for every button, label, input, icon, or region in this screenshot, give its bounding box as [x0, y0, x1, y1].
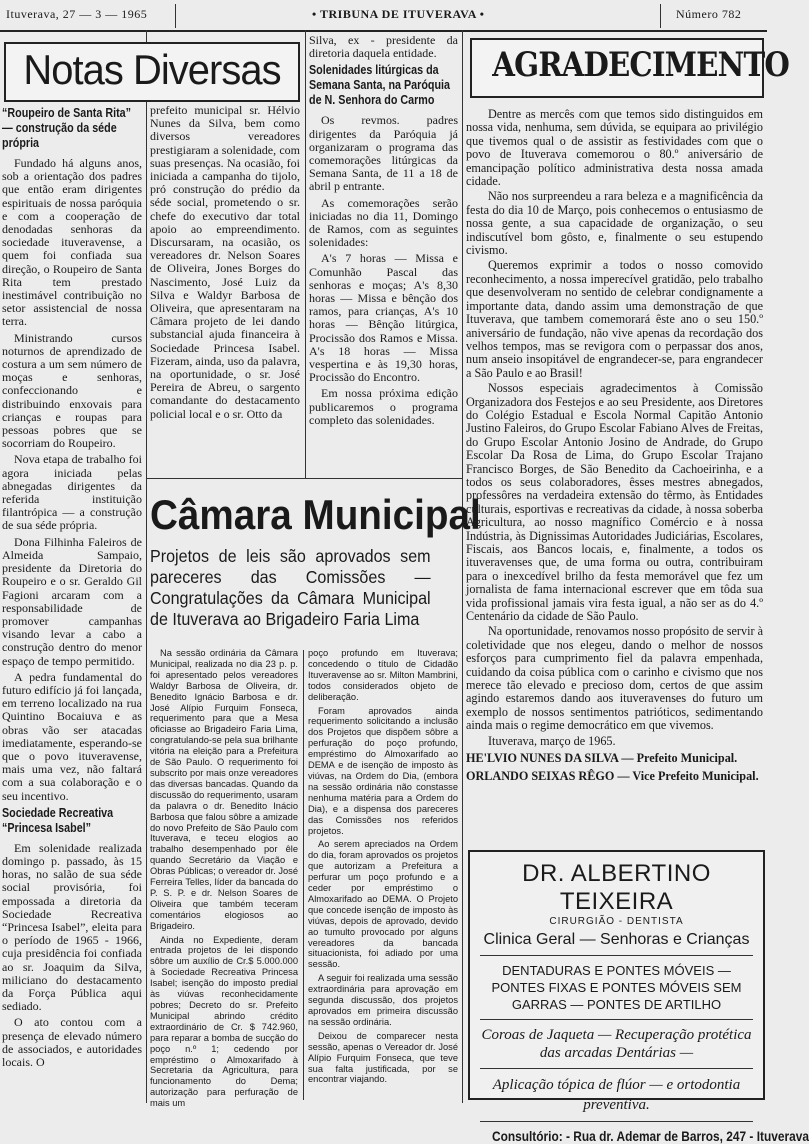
paragraph: Dona Filhinha Faleiros de Almeida Sampaio, presidente da Diretoria do Roupeiro e o sr. Geraldo Gil Fagioni arcaram com a responsabilidade de promover campanhas visando levar a cabo a construção dentro do menor espaço de tempo permitido. [2, 534, 142, 668]
signature-vice-mayor: ORLANDO SEIXAS RÊGO — Vice Prefeito Municipal. [466, 768, 759, 783]
masthead-paper-name: • TRIBUNA DE ITUVERAVA • [312, 7, 485, 21]
paragraph: Os revmos. padres dirigentes da Paróquia já organizaram o programa das comemorações litúrgicas da Semana Santa, de 11 a 18 de abril p entrante. [309, 113, 458, 194]
sociedade-heading: Sociedade Recreativa “Princesa Isabel” [2, 805, 114, 835]
masthead-date: Ituverava, 27 — 3 — 1965 [6, 7, 148, 21]
ad-divider [480, 955, 753, 956]
semana-santa-heading: Solenidades litúrgicas da Semana Santa, na Paróquia de N. Senhora do Carmo [309, 63, 450, 108]
signature-mayor: HE'LVIO NUNES DA SILVA — Prefeito Municipal. [466, 751, 738, 766]
camara-column-b [308, 648, 458, 1100]
dentist-advertisement [468, 850, 809, 1144]
paragraph: As comemorações serão iniciadas no dia 11, Domingo de Ramos, com as seguintes solenidades: [309, 195, 458, 250]
place-date: Ituverava, março de 1965. [488, 733, 616, 748]
ad-divider [480, 1068, 753, 1069]
paragraph: O ato contou com a presença de elevado número de associados, e autoridades locais. O [2, 1015, 142, 1069]
notas-column-2 [150, 104, 300, 474]
notas-column-3 [309, 34, 458, 474]
masthead-issue-number: Número 782 [676, 7, 742, 21]
paragraph: Ao serem apreciados na Ordem do dia, foram aprovados os projetos que autorizam a Prefeitura a perfurar um poço profundo e a ceder por empréstimo o Almoxarifado ao DEMA. O Projeto que concede isenção de imposto às viúvas, depois de aprovado, devido ao tumulto provocado por alguns vereadores da bancada situacionista, foi adiado por uma sessão. [308, 839, 458, 970]
paragraph: Ainda no Expediente, deram entrada projetos de lei dispondo sôbre um auxílio de Cr.$ 5.000.000 à Sociedade Recreativa Princesa Isabel; isenção do imposto predial às viúvas reconhecidamente pobres; Decreto do sr. Prefeito Municipal abrindo crédito extraordinário de Cr. $ 742.960, para reparar a bomba de sucção do poço n.º 1; cedendo por empréstimo o Almoxarifado à Secretaria da Agricultura, para funcionamento do Dema; autorização para perfuração de mais um [150, 934, 298, 1109]
paragraph: Silva, ex - presidente da diretoria daquela entidade. [309, 33, 458, 61]
ad-specialty: CIRURGIÃO - DENTISTA [549, 916, 684, 927]
ad-dentures: DENTADURAS E PONTES MÓVEIS — PONTES FIXAS E PONTES MÓVEIS SEM GARRAS — PONTES DE ARTILHO [491, 963, 742, 1012]
notas-title: Notas Diversas [23, 46, 281, 93]
camara-title: Câmara Municipal [150, 491, 481, 538]
masthead [0, 0, 767, 32]
paragraph: Na sessão ordinária da Câmara Municipal, realizada no dia 23 p. p. foi apresentado pelos vereadores Waldyr Barbosa de Oliveira, dr. Benedito Ignácio Barbosa e dr. José Alípio Furquim Fonseca, requerimento para que a Mesa oficiasse ao Brigadeiro Faria Lima, congratulando-se pela sua brilhante vitória na eleição para a Prefeitura de São Paulo. O requerimento foi subscrito por mais onze vereadores das diversas bancadas. Quando da discussão do requerimento, usaram da palavra o dr. Benedito Inácio Barbosa que falou sôbre a amizade do novo Prefeito de São Paulo com Ituverava, e teceu elogios ao trabalho desempenhado por êle quando Secretário da Viação e Obras Públicas; o vereador dr. José Ferreira Telles, líder da bancada do P. S. P. e dr. Nelson Soares de Oliveira que também teceram comentários elogiosos ao Brigadeiro. [150, 648, 298, 931]
masthead-divider [660, 4, 661, 28]
ad-divider [480, 1121, 753, 1122]
paragraph: A pedra fundamental do futuro edifício já foi lançada, em terreno localizado na rua Quintino Bocaiuva e as obras vão ser atacadas imediatamente, esperando-se que o povo ituveravense, mais uma vez, não faltará com a sua colaboração e o seu incentivo. [2, 669, 142, 803]
notas-column-1 [2, 104, 142, 1099]
agradecimento-title: AGRADECIMENTO [492, 45, 789, 85]
ad-divider [480, 1019, 753, 1020]
paragraph: Em solenidade realizada domingo p. passado, às 15 horas, no salão de sua séde social provisória, foi empossada a diretoria da Sociedade Recreativa “Princesa Isabel”, eleita para o período de 1965 - 1966, cuja presidência foi confiada ao sr. Joaquim da Silva, miliciano do destacamento da Força Pública aqui sediado. [2, 840, 142, 1014]
masthead-divider [175, 4, 176, 28]
paragraph: Nossos especiais agradecimentos à Comissão Organizadora dos Festejos e ao seu Presidente, aos Diretores do Colégio Estadual e Escola Normal Capitão Antonio Justino Faleiros, do Grupo Escolar Fabiano Alves de Freitas, do Grupo Escolar Antonio Josino de Andrade, do Grupo Escolar Da Rosa de Lima, do Grupo Escolar Trajano Francisco Borges, de São Benedito da Cachoeirinha, e a todos os seus colaboradores, êsses mestres abnegados, professôres na verdadeira extensão do têrmo, às Entidades culturais, esportivas e recreativas da cidade, à nossa soberba Agricultura, ao nosso magnífico Comércio e à nossa Indústria, às Dignissimas Autoridades Judiciárias, Escolares, Fiscais, aos Bancos locais, e, finalmente, a todos os ituveravenses que, de uma forma ou outra, contribuiram para o inexcedível brilho da festa memorável que fez um jornalista de fama internacional escrever que em tôda sua vida profissional jamais vira festa igual, a não ser as do 4.º Centenário da cidade de São Paulo. [466, 381, 763, 624]
paragraph: A seguir foi realizada uma sessão extraordinária para aprovação em segunda discussão, dos projetos aprovados em primeira discussão na sessão ordinária. [308, 973, 458, 1027]
paragraph: Foram aprovados ainda requerimento solicitando a inclusão dos Projetos que dispõem sôbre a perfuração do poço profundo, empréstimo do Almoxarifado ao DEMA e de isenção de imposto às viúvas, na Ordem do Dia, (embora na sessão ordinária não constasse nenhuma matéria para a Ordem do Dia), e a dispensa dos pareceres das Comissões nos referidos projetos. [308, 705, 458, 836]
ad-coroas: Coroas de Jaqueta — Recuperação protética das arcadas Dentárias — [481, 1027, 752, 1061]
camara-subtitle: Projetos de leis são aprovados sem pareceres das Comissões — Congratulações da Câmara Municipal de Ituverava ao Brigadeiro Faria Lima [150, 546, 431, 629]
paragraph: Não nos surpreendeu a rara beleza e a magnificência da festa do dia 10 de Março, pois conhecemos o entusiasmo de nossa gente, a sua capacidade de organização, o seu indiscutível bom gôsto, e, finalmente o seu estupendo civismo. [466, 189, 763, 258]
agradecimento-body [466, 108, 763, 838]
paragraph: Deixou de comparecer nesta sessão, apenas o Vereador dr. José Alípio Furquim Fonseca, que teve sua falta justificada, por se encontrar viajando. [308, 1030, 458, 1085]
paragraph: A's 7 horas — Missa e Comunhão Pascal das senhoras e moças; A's 8,30 horas — Missa e bênção dos ramos, para crianças, A's 10 horas — Bênção litúrgica, Procissão dos Ramos e Missa. A's 18 horas — Missa vespertina e às 19,30 horas, Procissão do Encontro. [309, 251, 458, 385]
paragraph: Em nossa próxima edição publicaremos o programa completo das solenidades. [309, 386, 458, 427]
section-rule [146, 478, 462, 479]
paragraph: Ministrando cursos noturnos de aprendizado de costura a um sem número de moças e senhoras, confeccionando e distribuindo enxovais para crianças e roupas para pessoas pobres que se socorriam do Roupeiro. [2, 330, 142, 451]
column-rule [462, 30, 463, 1103]
column-rule [303, 650, 304, 1100]
paragraph: prefeito municipal sr. Hélvio Nunes da Silva, bem como diversos vereadores prestigiaram a solenidade, com suas presenças. Na ocasião, foi iniciada a campanha do tijolo, pró construção do prédio da séde social, prometendo o sr. chefe do executivo dar total apoio ao empreendimento. Discursaram, na ocasião, os vereadores dr. Nelson Soares de Oliveira, Jones Borges do Nascimento, José Luiz da Silva e Waldyr Barbosa de Oliveira, que apresentaram na Câmara projeto de lei dando substancial ajuda financeira à Sociedade Princesa Isabel. Fizeram, ainda, uso da palavra, na oportunidade, o sr. José Pereira de Abreu, o sargento comandante do destacamento policial local e o sr. Otto da [150, 103, 300, 421]
ad-consultorio-address: Consultório: - Rua dr. Ademar de Barros, 247 - Ituverava [491, 1128, 809, 1144]
paragraph: Nova etapa de trabalho foi agora iniciada pelas abnegadas dirigentes da referida instituição filantrópica — a construção de sua séde própria. [2, 452, 142, 533]
paragraph: Na oportunidade, renovamos nosso propósito de servir à coletividade que nos elegeu, dando o melhor de nossos esforços para cumprimento fiel da palavra empenhada, cuidando da coisa pública com o carinho e civismo que nos merece tão elevado e precioso dom, certos de que assim agindo estaremos dando aos ituveravenses do futuro um exemplo de nossos sentimentos patrióticos, sedimentando ainda mais o regime democrático em que vivemos. [466, 624, 763, 733]
column-rule [305, 30, 306, 478]
paragraph: Fundado há alguns anos, sob a orientação dos padres que então eram dirigentes espirituais de nossa paróquia e com a cooperação de denodadas senhoras da sociedade ituveravense, a quem foi confiada sua direção, o Roupeiro de Santa Rita tem prestado inestimável contribuição no setor assistencial de nossa terra. [2, 156, 142, 329]
paragraph: Queremos exprimir a todos o nosso comovido reconhecimento, a nossa imperecível gratidão, pelo trabalho que desenvolveram no sentido de celebrar condignamente a importante data, dando assim uma demonstração de que Ituverava, que tambem comemorará êste ano o seu 150.º aniversário de fundação, não vive apenas da recordação dos velhos tempos, mas se revigora com o perpassar dos anos, num anseio insopitável de engrandecer-se, para engrandecer a São Paulo e ao Brasil! [466, 258, 763, 380]
ad-fluor: Aplicação tópica de flúor — e ortodontia preventiva. [492, 1077, 741, 1113]
camara-column-a [150, 648, 298, 1109]
paragraph: poço profundo em Ituverava; concedendo o título de Cidadão Ituveravense ao sr. Milton Mambrini, todos considerados objeto de deliberação. [308, 648, 458, 702]
agradecimento-title-box [470, 38, 789, 98]
column-rule [146, 30, 147, 1103]
ad-doctor-name: DR. ALBERTINO TEIXEIRA [522, 860, 711, 915]
paragraph: Dentre as mercês com que temos sido distinguidos em nossa vida, nenhuma, sem dúvida, se equipara ao privilégio que tivemos qual o de assistir as festividades com que o povo de Ituverava comemorou o 80.º aniversário de emancipação político administrativa desta nossa amada cidade. [466, 107, 763, 189]
roupeiro-heading: “Roupeiro de Santa Rita” — construção da séde própria [2, 106, 132, 150]
ad-general-clinic: Clinica Geral — Senhoras e Crianças [483, 931, 750, 948]
notas-title-box [4, 42, 300, 102]
